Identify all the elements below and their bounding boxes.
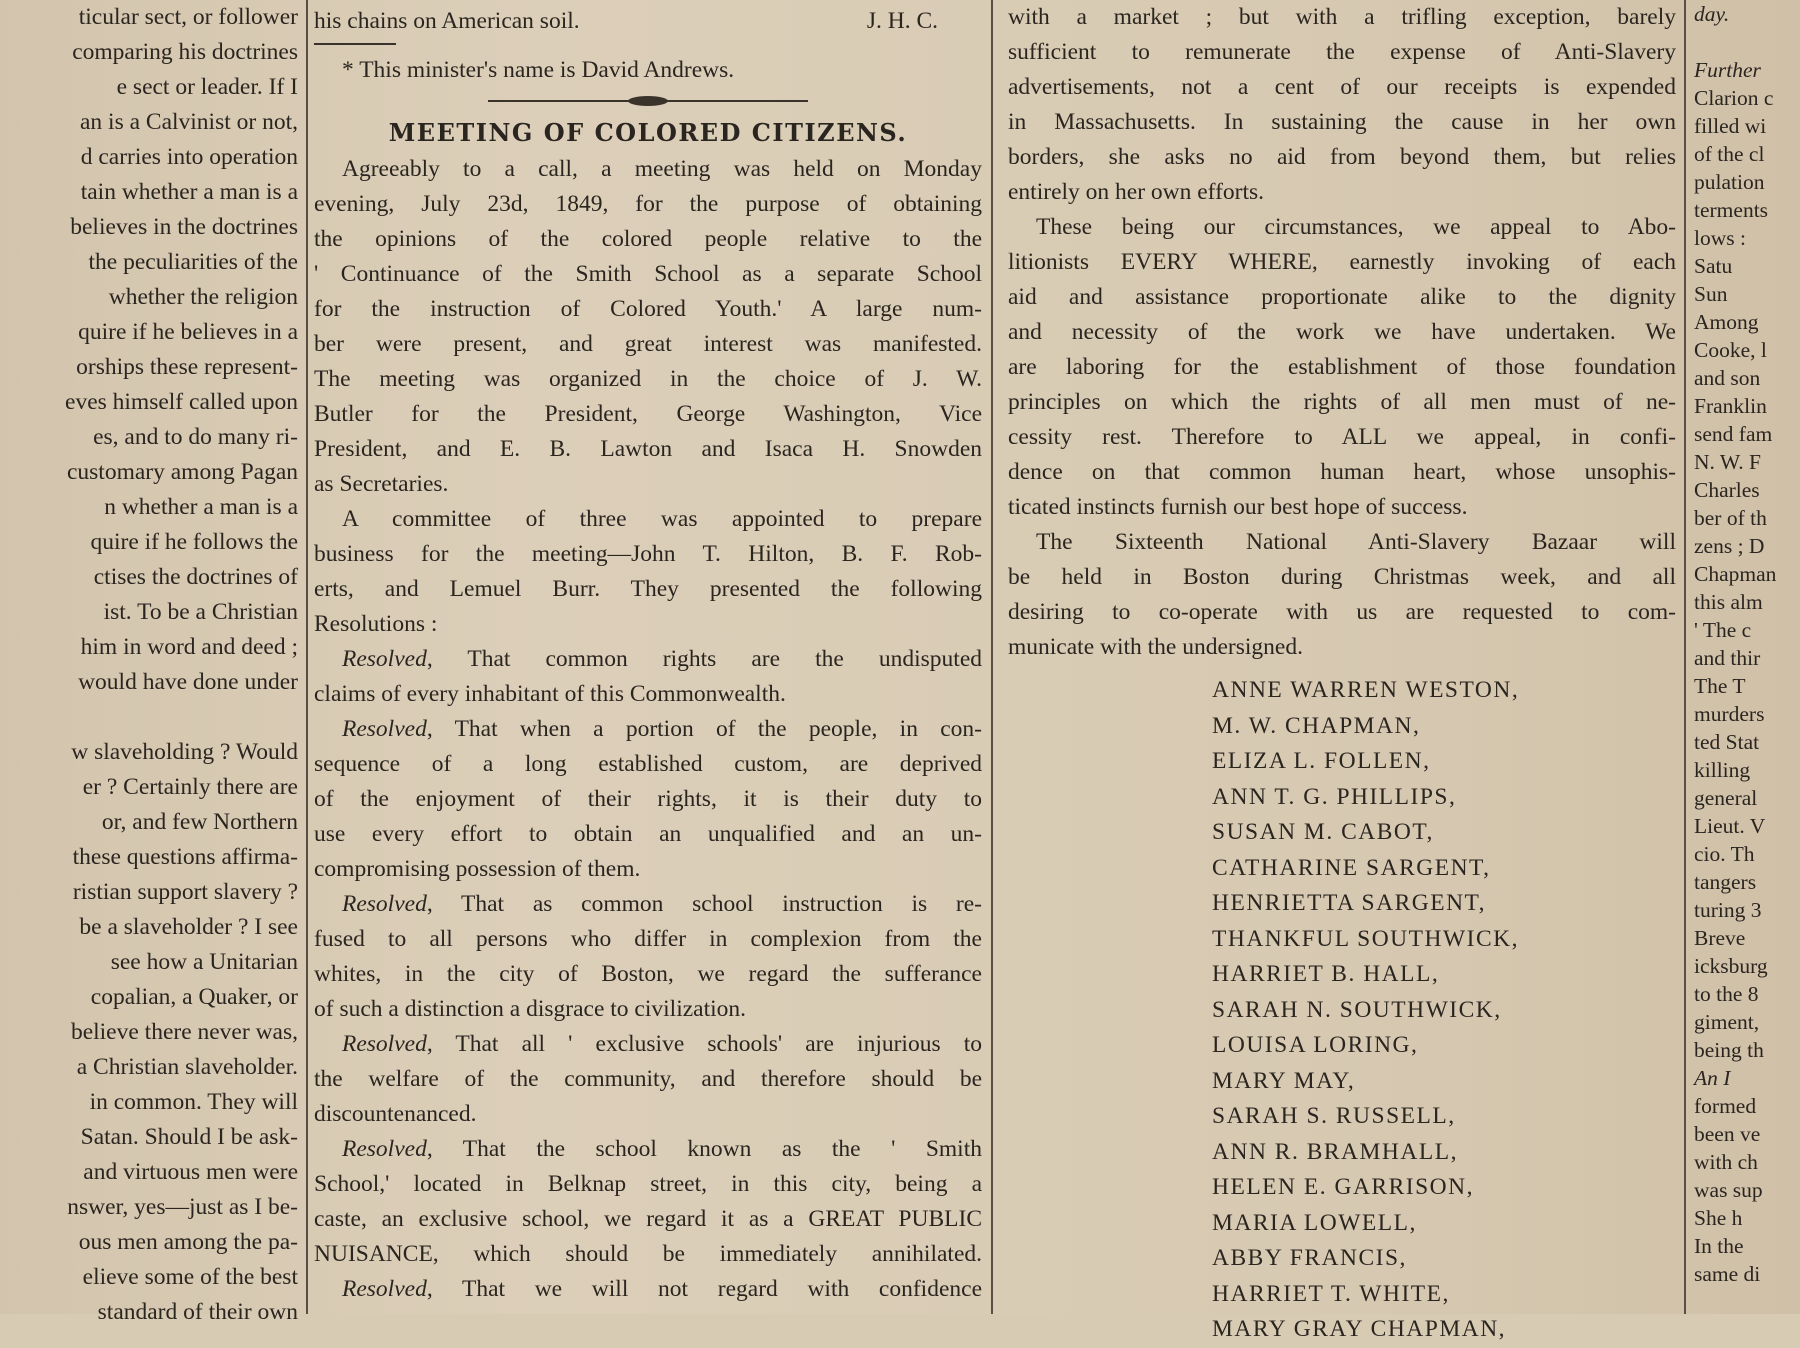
text-line: day. [1694,2,1730,26]
column-rule [1684,0,1686,1314]
text-line: ristian support slavery ? [72,879,298,905]
body-line: Resolved, That as common school instruction is re- [342,891,982,917]
body-line: advertisements, not a cent of our receipts is expended [1008,74,1676,100]
text-line: of the cl [1694,142,1765,166]
text-line: ctises the doctrines of [93,564,298,590]
text-line: ber of th [1694,506,1767,530]
body-line: sequence of a long established custom, are deprived [314,751,982,777]
signatory-name: CATHARINE SARGENT, [1212,854,1491,881]
body-line: sufficient to remunerate the expense of Anti-Slavery [1008,39,1676,65]
text-line: w slaveholding ? Would [71,739,298,765]
left-column-text [0,0,298,1330]
text-line: believes in the doctrines [70,214,298,240]
body-line: Resolved, That common rights are the undisputed [342,646,982,672]
text-line: e sect or leader. If I [116,74,298,100]
text-line: been ve [1694,1122,1761,1146]
body-line: caste, an exclusive school, we regard it as a GREAT PUBLIC [314,1206,982,1232]
text-line: N. W. F [1694,450,1761,474]
body-line: A committee of three was appointed to prepare [342,506,982,532]
body-line: Resolved, That all ' exclusive schools' are injurious to [342,1031,982,1057]
section-divider [488,88,808,114]
text-line: this alm [1694,590,1763,614]
text-line: In the [1694,1234,1744,1258]
text-line: n whether a man is a [104,494,298,520]
body-line: Agreeably to a call, a meeting was held on Monday [342,156,982,182]
meeting-article-column [314,4,982,1314]
text-line: She h [1694,1206,1743,1230]
text-line: these questions affirma- [72,844,298,870]
signatory-name: HARRIET T. WHITE, [1212,1280,1450,1307]
left-partial-column [0,0,298,1325]
text-line: be a slaveholder ? I see [79,914,298,940]
text-line [0,700,298,735]
body-line: These being our circumstances, we appeal to Abo- [1036,214,1676,240]
text-line: tain whether a man is a [80,179,298,205]
body-line: principles on which the rights of all men must of ne- [1008,389,1676,415]
text-line: ticular sect, or follower [78,4,298,30]
text-line: lows : [1694,226,1746,250]
text-line: Satan. Should I be ask- [80,1124,298,1150]
text-line: was sup [1694,1178,1763,1202]
text-line: nswer, yes—just as I be- [67,1194,298,1220]
text-line: Sun [1694,282,1728,306]
text-line: Satu [1694,254,1733,278]
signatory-name: ANN T. G. PHILLIPS, [1212,783,1457,810]
text-line: ' The c [1694,618,1752,642]
text-line: in common. They will [89,1089,298,1115]
text-line: an is a Calvinist or not, [79,109,298,135]
signatory-name: ANN R. BRAMHALL, [1212,1138,1458,1165]
text-line: being th [1694,1038,1764,1062]
body-line: entirely on her own efforts. [1008,179,1265,205]
signatory-name: MARIA LOWELL, [1212,1209,1417,1236]
body-line: Butler for the President, George Washington, Vice [314,401,982,427]
text-line: d carries into operation [80,144,298,170]
text-line: would have done under [78,669,298,695]
body-line: evening, July 23d, 1849, for the purpose of obtaining [314,191,982,217]
text-line: him in word and deed ; [80,634,298,660]
text-line: icksburg [1694,954,1768,978]
signatory-name: HENRIETTA SARGENT, [1212,890,1487,916]
signatory-name: THANKFUL SOUTHWICK, [1212,925,1520,952]
article-heading: MEETING OF COLORED CITIZENS. [388,118,908,147]
body-line: litionists EVERY WHERE, earnestly invoking of each [1008,249,1676,275]
signatory-name: ELIZA L. FOLLEN, [1212,748,1431,774]
signatory-name: ABBY FRANCIS, [1212,1245,1407,1271]
signatory-name: SARAH N. SOUTHWICK, [1212,996,1502,1023]
body-line: desiring to co-operate with us are requested to com- [1008,599,1676,625]
text-line: er ? Certainly there are [82,774,298,800]
text-line: filled wi [1694,114,1767,138]
body-line: ber were present, and great interest was manifested. [314,331,982,357]
bazaar-appeal-column [1008,0,1676,1342]
body-line: The meeting was organized in the choice of J. W. [314,366,982,392]
text-line: zens ; D [1694,534,1765,558]
body-line: of such a distinction a disgrace to civilization. [314,996,747,1022]
text-line: The T [1694,674,1746,698]
text-line: pulation [1694,170,1765,194]
body-line: with a market ; but with a trifling exception, barely [1008,4,1676,30]
body-line: ticated instincts furnish our best hope of success. [1008,494,1468,520]
text-line: Cooke, l [1694,338,1767,362]
text-line: copalian, a Quaker, or [90,984,298,1010]
text-line: giment, [1694,1010,1760,1034]
text-line: elieve some of the best [82,1264,298,1290]
text-line: Lieut. V [1694,814,1766,838]
appeal-body [1008,0,1676,665]
text-line: the peculiarities of the [88,249,298,275]
body-line: the welfare of the community, and therefore should be [314,1066,982,1092]
text-line: eves himself called upon [65,389,298,415]
body-line: Resolutions : [314,611,438,637]
body-line: for the instruction of Colored Youth.' A large num- [314,296,982,322]
text-line: murders [1694,702,1765,726]
text-line: or, and few Northern [101,809,298,835]
body-line: ' Continuance of the Smith School as a separate School [314,261,982,287]
signatory-name: HELEN E. GARRISON, [1212,1174,1474,1200]
body-line: School,' located in Belknap street, in this city, being a [314,1171,982,1197]
signatory-name: MARY MAY, [1212,1067,1356,1094]
text-line: ist. To be a Christian [103,599,298,625]
body-line: discountenanced. [314,1101,477,1127]
body-line: and necessity of the work we have undertaken. We [1008,319,1676,345]
article-body [314,152,982,1307]
text-line: general [1694,786,1758,810]
text-line: quire if he follows the [90,529,298,555]
text-line: An I [1694,1066,1731,1090]
footnote: * This minister's name is David Andrews. [342,57,735,83]
signatory-name: SARAH S. RUSSELL, [1212,1103,1456,1129]
body-line: borders, she asks no aid from beyond them, but relies [1008,144,1676,170]
text-line: es, and to do many ri- [93,424,298,450]
signatory-name: ANNE WARREN WESTON, [1212,677,1520,703]
signatory-list [1008,673,1676,1348]
text-line: and son [1694,366,1761,390]
body-line: compromising possession of them. [314,856,641,882]
body-line: President, and E. B. Lawton and Isaca H. Snowden [314,436,982,462]
body-line: erts, and Lemuel Burr. They presented the following [314,576,982,602]
body-line: as Secretaries. [314,471,449,497]
text-line: Charles [1694,478,1760,502]
body-line: in Massachusetts. In sustaining the cause in her own [1008,109,1676,135]
text-line: and virtuous men were [83,1159,298,1185]
text-line: turing 3 [1694,898,1762,922]
body-line: are laboring for the establishment of those foundation [1008,354,1676,380]
body-line: of the enjoyment of their rights, it is their duty to [314,786,982,812]
body-line: The Sixteenth National Anti-Slavery Bazaar will [1036,529,1676,555]
body-line: Resolved, That we will not regard with confidence [342,1276,982,1302]
text-line: believe there never was, [70,1019,298,1045]
continued-text: his chains on American soil. [314,8,580,34]
body-line: business for the meeting—John T. Hilton, B. F. Rob- [314,541,982,567]
signatory-name: LOUISA LORING, [1212,1032,1419,1058]
continued-line [314,4,982,39]
body-line: claims of every inhabitant of this Commonwealth. [314,681,786,707]
text-line: Clarion c [1694,86,1774,110]
text-line: tangers [1694,870,1757,894]
signatory-name: MARY GRAY CHAPMAN, [1212,1316,1507,1342]
body-line: cessity rest. Therefore to ALL we appeal, in confi- [1008,424,1676,450]
column-rule [306,0,308,1314]
body-line: whites, in the city of Boston, we regard the sufferance [314,961,982,987]
body-line: aid and assistance proportionate alike to the dignity [1008,284,1676,310]
text-line: killing [1694,758,1751,782]
right-partial-column [1692,0,1800,1314]
text-line: a Christian slaveholder. [76,1054,298,1080]
text-line: same di [1694,1262,1761,1286]
signatory-name: SUSAN M. CABOT, [1212,819,1434,845]
text-line: standard of their own [97,1299,298,1325]
text-line: quire if he believes in a [78,319,298,345]
body-line: the opinions of the colored people relative to the [314,226,982,252]
body-line: Resolved, That when a portion of the people, in con- [342,716,982,742]
text-line: Further [1694,58,1761,82]
author-initials: J. H. C. [866,8,938,34]
text-line: comparing his doctrines [72,39,298,65]
text-line: send fam [1694,422,1773,446]
text-line: ted Stat [1694,730,1760,754]
body-line: use every effort to obtain an unqualified and an un- [314,821,982,847]
body-line: municate with the undersigned. [1008,634,1303,660]
body-line: fused to all persons who differ in complexion from the [314,926,982,952]
text-line: Franklin [1694,394,1767,418]
text-line: cio. Th [1694,842,1755,866]
text-line: Breve [1694,926,1746,950]
text-line: formed [1694,1094,1757,1118]
signatory-name: M. W. CHAPMAN, [1212,712,1421,739]
text-line: to the 8 [1694,982,1759,1006]
text-line: with ch [1694,1150,1758,1174]
footnote-rule [314,43,396,45]
text-line: customary among Pagan [66,459,298,485]
text-line: and thir [1694,646,1761,670]
text-line: orships these represent- [76,354,298,380]
text-line: ous men among the pa- [78,1229,298,1255]
body-line: NUISANCE, which should be immediately annihilated. [314,1241,982,1267]
text-line: whether the religion [108,284,298,310]
text-line: see how a Unitarian [110,949,298,975]
column-rule [991,0,993,1314]
text-line: terments [1694,198,1769,222]
signatory-name: HARRIET B. HALL, [1212,961,1440,987]
text-line: Chapman [1694,562,1777,586]
text-line [1694,28,1800,56]
body-line: dence on that common human heart, whose unsophis- [1008,459,1676,485]
text-line: Among [1694,310,1759,334]
body-line: be held in Boston during Christmas week, and all [1008,564,1676,590]
body-line: Resolved, That the school known as the ' Smith [342,1136,982,1162]
right-column-text [1692,0,1800,1288]
